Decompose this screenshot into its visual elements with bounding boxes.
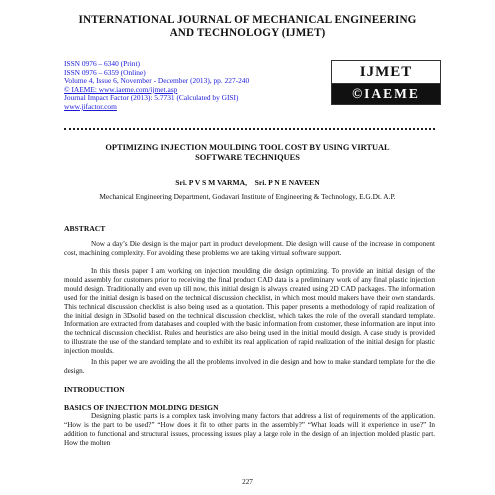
volume-info: Volume 4, Issue 6, November - December (2013), pp. 227-240 — [64, 76, 250, 86]
paper-authors: Sri. P V S M VARMA, Sri. P N E NAVEEN — [175, 178, 320, 187]
journal-title-line2: AND TECHNOLOGY (IJMET) — [169, 26, 326, 39]
abstract-paragraph-1: Now a day’s Die design is the major part in product development. Die design will cause of the increase in component cost, machining complexity. For avoiding these problems we are taking virtual software support. — [64, 240, 435, 257]
abstract-heading: ABSTRACT — [64, 224, 106, 233]
journal-website-link[interactable]: © IAEME: www.iaeme.com/ijmet.asp — [64, 84, 178, 94]
basics-paragraph-1: Designing plastic parts is a complex task involving many factors that address a list of requirements of the application. “How is the part to be used?” “How does it fit to other parts in the assembly?” “What loads will it experience in use?” In addition to functional and structural issues, processing issues play a large role in the design of an injection molded plastic part. How the molten — [64, 412, 435, 447]
basics-heading: BASICS OF INJECTION MOLDING DESIGN — [64, 403, 219, 412]
journal-logo — [331, 60, 441, 105]
factor-site-link[interactable]: www.jifactor.com — [64, 101, 117, 111]
dotted-divider — [64, 128, 435, 130]
paper-affiliation: Mechanical Engineering Department, Godavari Institute of Engineering & Technology, E.G.Dt. A.P. — [99, 192, 396, 201]
journal-title-line1: INTERNATIONAL JOURNAL OF MECHANICAL ENGINEERING — [78, 14, 417, 26]
journal-info — [64, 60, 249, 112]
paper-title-line1: OPTIMIZING INJECTION MOULDING TOOL COST BY USING VIRTUAL — [105, 143, 390, 152]
impact-factor: Journal Impact Factor (2013): 5.7731 (Calculated by GISI) — [64, 93, 239, 103]
abstract-paragraph-2: In this thesis paper I am working on injection moulding die design optimizing. To provide an initial design of the mould assembly for customers prior to receiving the final product CAD data is a preliminary work of any final plastic injection mould design. Traditionally and even up till now, this initial design is always created using 2D CAD packages. The information used for the initial design is based on the technical discussion checklist, in which most mould makers have their own standards. This technical discussion checklist is also being used as a quotation. This paper presents a methodology of rapid realization of the initial design in 3Dsolid based on the technical discussion checklist, which takes the role of the overall standard template. Information are extracted from databases and coupled with the basic information from customer, these information are input into the technical discussion checklist. Rules and heuristics are also being used in the initial mould design. A case study is provided to illustrate the use of the standard template and to exhibit its real application of rapid realization of the initial design for plastic injection moulds. — [64, 267, 435, 356]
issn-online: ISSN 0976 – 6359 (Online) — [64, 67, 146, 77]
logo-bottom-text: ©IAEME — [332, 84, 440, 104]
paper-title-line2: SOFTWARE TECHNIQUES — [195, 152, 300, 162]
paper-title — [60, 143, 435, 162]
introduction-heading: INTRODUCTION — [64, 385, 125, 394]
issn-print: ISSN 0976 – 6340 (Print) — [64, 59, 140, 68]
logo-top-text: IJMET — [332, 61, 440, 84]
journal-title — [0, 14, 495, 39]
page-number: 227 — [242, 478, 253, 486]
abstract-paragraph-3: In this paper we are avoiding the all the problems involved in die design and how to make standard template for the die design. — [64, 358, 435, 375]
